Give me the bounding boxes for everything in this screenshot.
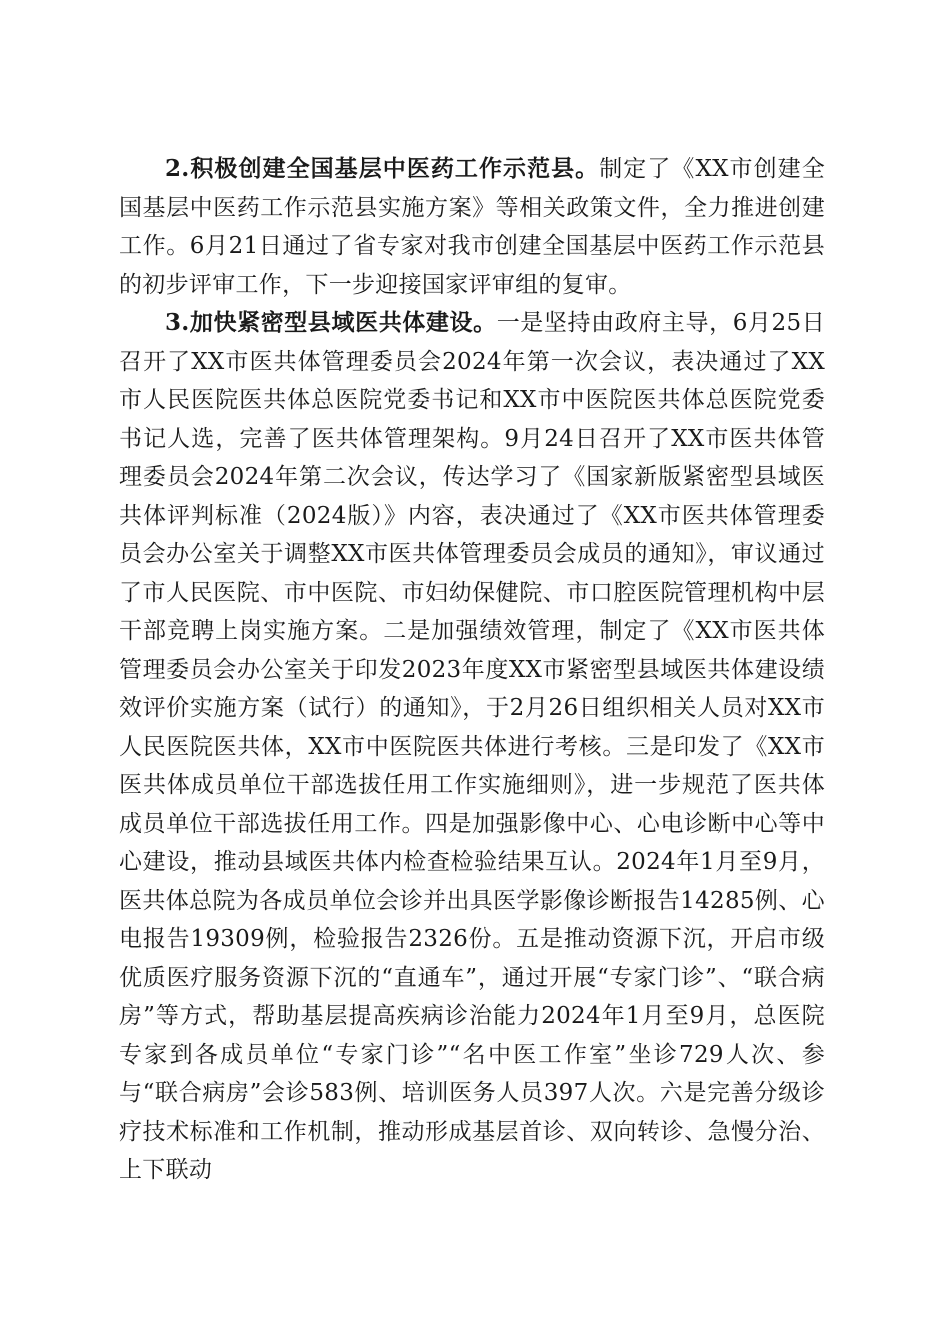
paragraph-text: 制定了《XX市创建全国基层中医药工作示范县实施方案》等相关政策文件，全力推进创建工作。6月21日通过了省专家对我市创建全国基层中医药工作示范县的初步评审工作，下一步迎接国家评审组的复审。 xyxy=(119,156,825,298)
paragraph-text: 一是坚持由政府主导，6月25日召开了XX市医共体管理委员会2024年第一次会议，表决通过了XX市人民医院医共体总医院党委书记和XX市中医院医共体总医院党委书记人选，完善了医共体管理架构。9月24日召开了XX市医共体管理委员会2024年第二次会议，传达学习了《国家新版紧密型县域医共体评判标准（2024版）》内容，表决通过了《XX市医共体管理委员会办公室关于调整XX市医共体管理委员会成员的通知》，审议通过了市人民医院、市中医院、市妇幼保健院、市口腔医院管理机构中层干部竞聘上岗实施方案。二是加强绩效管理，制定了《XX市医共体管理委员会办公室关于印发2023年度XX市紧密型县域医共体建设绩效评价实施方案（试行）的通知》，于2月26日组织相关人员对XX市人民医院医共体，XX市中医院医共体进行考核。三是印发了《XX市医共体成员单位干部选拔任用工作实施细则》，进一步规范了医共体成员单位干部选拔任用工作。四是加强影像中心、心电诊断中心等中心建设，推动县域医共体内检查检验结果互认。2024年1月至9月，医共体总院为各成员单位会诊并出具医学影像诊断报告14285例、心电报告19309例，检验报告2326份。五是推动资源下沉，开启市级优质医疗服务资源下沉的“直通车”，通过开展“专家门诊”、“联合病房”等方式，帮助基层提高疾病诊治能力2024年1月至9月，总医院专家到各成员单位“专家门诊”“名中医工作室”坐诊729人次、参与“联合病房”会诊583例、培训医务人员397人次。六是完善分级诊疗技术标准和工作机制，推动形成基层首诊、双向转诊、急慢分治、上下联动 xyxy=(119,310,825,1183)
paragraph-medical-community xyxy=(119,304,825,1190)
paragraph-heading: 2.积极创建全国基层中医药工作示范县。 xyxy=(165,155,600,182)
paragraph-demonstration-county xyxy=(119,150,825,304)
document-body xyxy=(119,150,825,1190)
paragraph-heading: 3.加快紧密型县域医共体建设。 xyxy=(165,309,497,336)
